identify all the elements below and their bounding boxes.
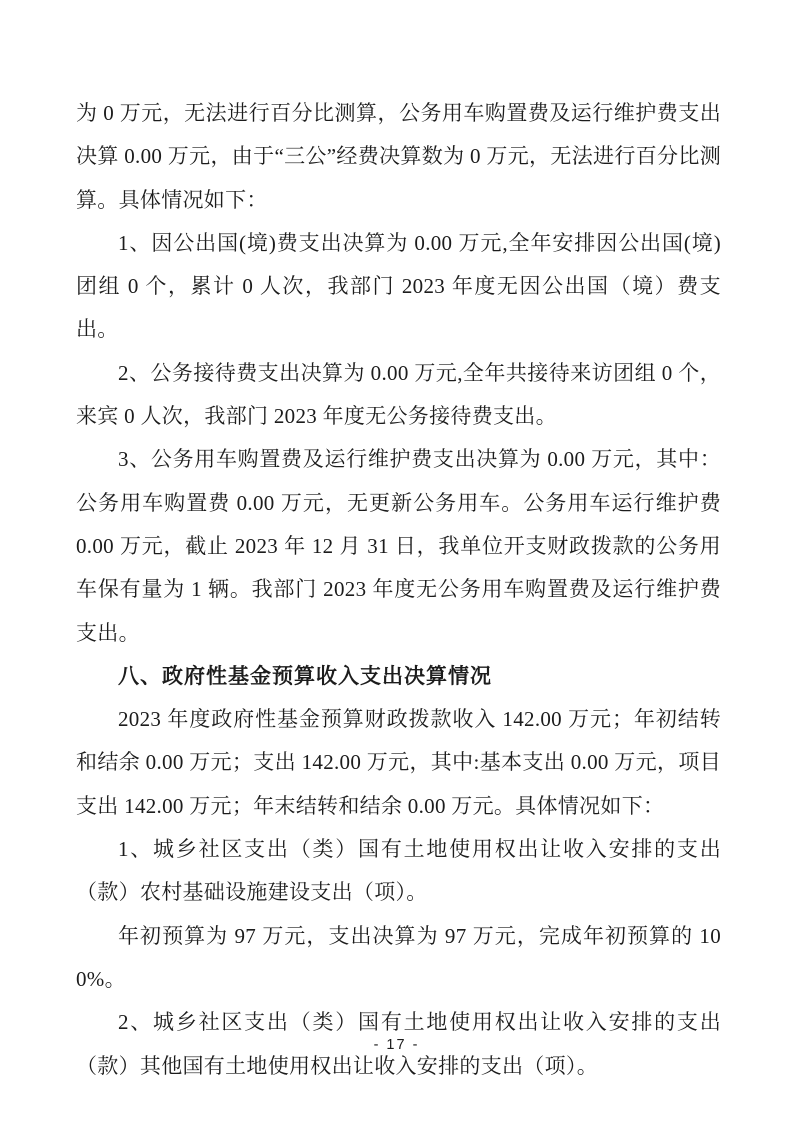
document-body	[76, 92, 721, 1088]
paragraph-fund-item-2: 2、城乡社区支出（类）国有土地使用权出让收入安排的支出（款）其他国有土地使用权出让收入安排的支出（项）。	[76, 1010, 721, 1078]
page-footer	[0, 1036, 793, 1054]
paragraph-reception-expense: 2、公务接待费支出决算为 0.00 万元,全年共接待来访团组 0 个，来宾 0 人次，我部门 2023 年度无公务接待费支出。	[76, 360, 721, 429]
paragraph-vehicle-expense: 3、公务用车购置费及运行维护费支出决算为 0.00 万元，其中：公务用车购置费 0.00 万元，无更新公务用车。公务用车运行维护费 0.00 万元，截止 2023 年 12 月 31 日，我单位开支财政拨款的公务用车保有量为 1 辆。我部门 2023 年度无公务用车购置费及运行维护费支出。	[76, 447, 721, 645]
paragraph-abroad-expense: 1、因公出国(境)费支出决算为 0.00 万元,全年安排因公出国(境)团组 0 个，累计 0 人次，我部门 2023 年度无因公出国（境）费支出。	[76, 230, 721, 342]
paragraph-fund-item-1-budget: 年初预算为 97 万元，支出决算为 97 万元，完成年初预算的 100%。	[76, 923, 721, 991]
paragraph-sangong-summary-continued: 为 0 万元，无法进行百分比测算，公务用车购置费及运行维护费支出决算 0.00 万元，由于“三公”经费决算数为 0 万元，无法进行百分比测算。具体情况如下：	[76, 101, 721, 212]
page-number: - 17 -	[373, 1037, 420, 1053]
section-heading-government-fund: 八、政府性基金预算收入支出决算情况	[118, 664, 492, 688]
paragraph-fund-item-1: 1、城乡社区支出（类）国有土地使用权出让收入安排的支出（款）农村基础设施建设支出（项）。	[76, 837, 721, 905]
paragraph-fund-overview: 2023 年度政府性基金预算财政拨款收入 142.00 万元；年初结转和结余 0.00 万元；支出 142.00 万元，其中:基本支出 0.00 万元，项目支出 142.00 万元；年末结转和结余 0.00 万元。具体情况如下：	[76, 707, 721, 818]
